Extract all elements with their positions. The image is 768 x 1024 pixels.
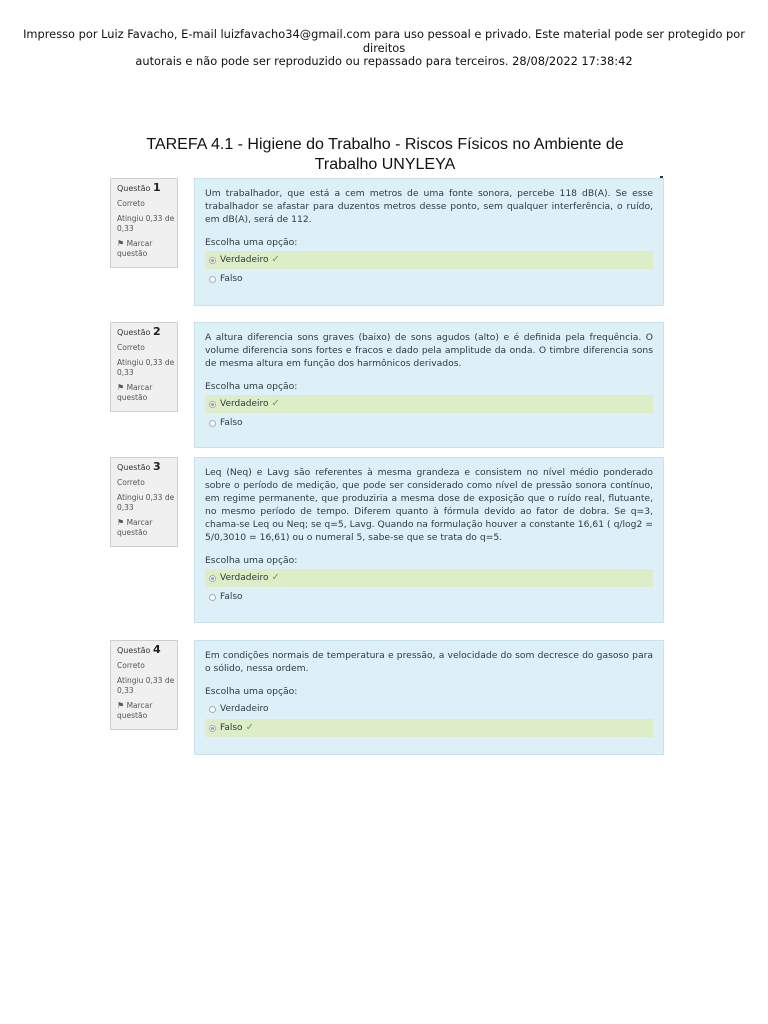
question-content-2 xyxy=(194,322,664,448)
answer-label: Verdadeiro xyxy=(220,573,269,583)
flag-question-label: Marcar questão xyxy=(117,383,153,402)
answer-label: Falso xyxy=(220,592,243,602)
question-number-value: 1 xyxy=(152,181,161,194)
question-state: Correto xyxy=(117,661,145,670)
flag-question-link[interactable] xyxy=(117,383,177,403)
answer-label: Falso xyxy=(220,723,243,733)
answer-prompt: Escolha uma opção: xyxy=(205,555,298,566)
radio-button[interactable] xyxy=(209,420,216,427)
question-number-value: 2 xyxy=(152,325,161,338)
question-state: Correto xyxy=(117,343,145,352)
radio-button[interactable] xyxy=(209,257,216,264)
radio-button[interactable] xyxy=(209,276,216,283)
radio-button[interactable] xyxy=(209,594,216,601)
answer-prompt: Escolha uma opção: xyxy=(205,381,298,392)
flag-icon: ⚑ xyxy=(117,518,125,527)
question-number xyxy=(117,183,177,194)
radio-button[interactable] xyxy=(209,401,216,408)
question-text: Em condições normais de temperatura e pressão, a velocidade do som decresce do gasoso para o sólido, nessa ordem. xyxy=(205,650,653,674)
question-grade: Atingiu 0,33 de 0,33 xyxy=(117,214,175,233)
question-label: Questão xyxy=(117,463,151,472)
question-label: Questão xyxy=(117,328,151,337)
flag-question-label: Marcar questão xyxy=(117,239,153,258)
check-icon: ✓ xyxy=(271,254,280,265)
radio-button[interactable] xyxy=(209,725,216,732)
answer-option[interactable] xyxy=(205,569,653,587)
answer-option[interactable] xyxy=(205,588,653,606)
answer-option[interactable] xyxy=(205,414,653,432)
watermark-line-2: autorais e não pode ser reproduzido ou repassado para terceiros. 28/08/2022 17:38:42 xyxy=(135,54,633,68)
question-text: A altura diferencia sons graves (baixo) de sons agudos (alto) e é definida pela frequência. O volume diferencia sons fortes e fracos e dado pela amplitude da onda. O timbre diferencia sons de mesma altura em função dos harmônicos derivados. xyxy=(205,332,653,369)
question-number-value: 3 xyxy=(152,460,161,473)
flag-question-link[interactable] xyxy=(117,701,177,721)
question-info-1 xyxy=(110,178,178,268)
page-title xyxy=(120,135,650,175)
question-content-3 xyxy=(194,457,664,623)
question-label: Questão xyxy=(117,646,151,655)
print-watermark xyxy=(20,28,748,69)
question-info-3 xyxy=(110,457,178,547)
question-label: Questão xyxy=(117,184,151,193)
answer-option[interactable] xyxy=(205,251,653,269)
question-info-2 xyxy=(110,322,178,412)
check-icon: ✓ xyxy=(271,398,280,409)
flag-icon: ⚑ xyxy=(117,383,125,392)
check-icon: ✓ xyxy=(271,572,280,583)
question-content-1 xyxy=(194,178,664,306)
watermark-line-1: Impresso por Luiz Favacho, E-mail luizfavacho34@gmail.com para uso pessoal e privado. Este material pode ser protegido por direitos xyxy=(23,27,745,55)
flag-question-link[interactable] xyxy=(117,518,177,538)
answer-label: Verdadeiro xyxy=(220,255,269,265)
question-grade: Atingiu 0,33 de 0,33 xyxy=(117,493,175,512)
radio-button[interactable] xyxy=(209,575,216,582)
title-line-2: Trabalho UNYLEYA xyxy=(314,156,456,173)
answer-label: Falso xyxy=(220,418,243,428)
flag-icon: ⚑ xyxy=(117,701,125,710)
answer-label: Falso xyxy=(220,274,243,284)
answer-option[interactable] xyxy=(205,395,653,413)
flag-question-label: Marcar questão xyxy=(117,518,153,537)
question-content-4 xyxy=(194,640,664,755)
question-number xyxy=(117,462,177,473)
flag-question-label: Marcar questão xyxy=(117,701,153,720)
radio-button[interactable] xyxy=(209,706,216,713)
flag-question-link[interactable] xyxy=(117,239,177,259)
flag-icon: ⚑ xyxy=(117,239,125,248)
answer-option[interactable] xyxy=(205,270,653,288)
question-number xyxy=(117,645,177,656)
question-info-4 xyxy=(110,640,178,730)
question-text: Um trabalhador, que está a cem metros de uma fonte sonora, percebe 118 dB(A). Se esse trabalhador se afastar para duzentos metros desse ponto, sem qualquer interferência, o ruído, em dB(A), será de 112. xyxy=(205,188,653,225)
check-icon: ✓ xyxy=(245,722,254,733)
answer-option[interactable] xyxy=(205,719,653,737)
question-state: Correto xyxy=(117,478,145,487)
answer-option[interactable] xyxy=(205,700,653,718)
question-text: Leq (Neq) e Lavg são referentes à mesma grandeza e consistem no nível médio ponderado sobre o período de medição, que pode ser considerado como nível de pressão sonora contínuo, em regime permanente, que produziria a mesma dose de exposição que o ruído real, flutuante, no mesmo período de tempo. Diferem quanto à fórmula devido ao fator de dobra. Se q=3, chama-se Leq ou Neq; se q=5, Lavg. Quando na formulação houver a constante 16,61 ( q/log2 = 5/0,3010 = 16,61) ou o numeral 5, sabe-se que se trata do q=5. xyxy=(205,467,653,543)
question-grade: Atingiu 0,33 de 0,33 xyxy=(117,358,175,377)
title-line-1: TAREFA 4.1 - Higiene do Trabalho - Riscos Físicos no Ambiente de xyxy=(146,136,624,153)
answer-label: Verdadeiro xyxy=(220,704,269,714)
question-state: Correto xyxy=(117,199,145,208)
answer-label: Verdadeiro xyxy=(220,399,269,409)
question-number xyxy=(117,327,177,338)
question-grade: Atingiu 0,33 de 0,33 xyxy=(117,676,175,695)
question-number-value: 4 xyxy=(152,643,161,656)
answer-prompt: Escolha uma opção: xyxy=(205,237,298,248)
answer-prompt: Escolha uma opção: xyxy=(205,686,298,697)
